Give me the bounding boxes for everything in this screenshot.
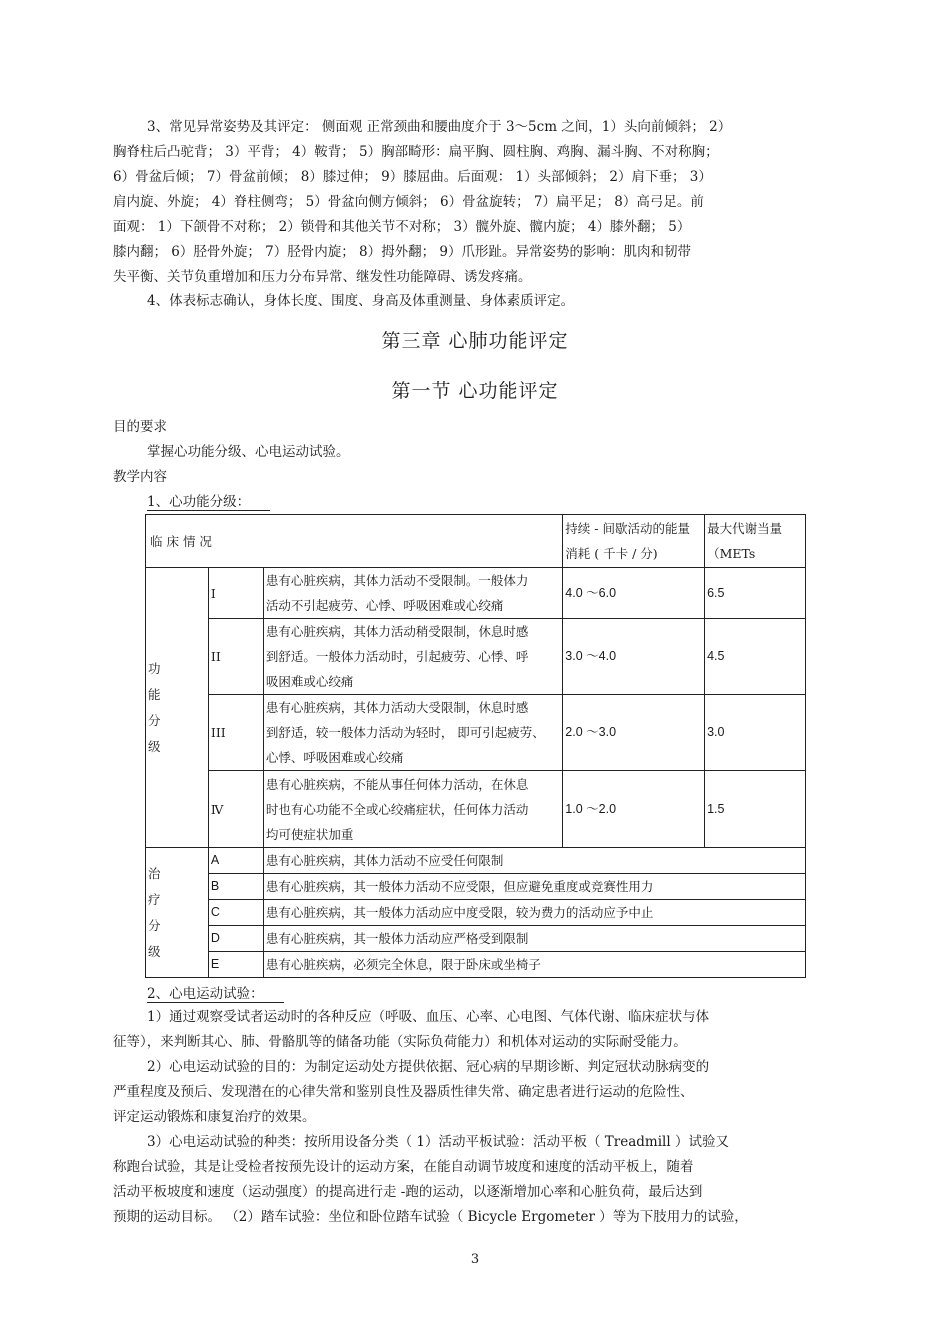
treat-group-label: 治疗分级 xyxy=(148,865,161,959)
classification-heading-text: 1、心功能分级： xyxy=(147,490,270,511)
energy-cell: 3.0 ～4.0 xyxy=(563,619,705,695)
chapter-title: 第三章 心肺功能评定 xyxy=(381,330,569,352)
posture-line-1: 3、常见异常姿势及其评定： 侧面观 正常颈曲和腰曲度介于 3～5cm 之间，1）头向前倾斜； 2） xyxy=(147,119,732,135)
measurement-line: 4、体表标志确认，身体长度、围度、身高及体重测量、身体素质评定。 xyxy=(147,293,575,309)
ecg-p2-line-2: 严重程度及预后、发现潜在的心律失常和鉴别良性及器质性律失常、确定患者进行运动的危险性、 xyxy=(113,1084,694,1100)
desc-line: 时也有心功能不全或心绞痛症状，任何体力活动 xyxy=(265,801,529,817)
desc-cell: 患有心脏疾病，其一般体力活动应中度受限，较为费力的活动应予中止 xyxy=(263,900,805,926)
desc-line: 患有心脏疾病，不能从事任何体力活动，在休息 xyxy=(265,776,529,792)
grade-cell: B xyxy=(208,874,263,900)
grade-cell: E xyxy=(208,952,263,978)
desc-cell: 患有心脏疾病，其体力活动不应受任何限制 xyxy=(263,848,805,874)
desc-line: 均可使症状加重 xyxy=(265,826,354,842)
energy-cell: 4.0 ～6.0 xyxy=(563,568,705,619)
grade-cell: C xyxy=(208,900,263,926)
section-title: 第一节 心功能评定 xyxy=(391,380,559,402)
ecg-paragraph-3 xyxy=(113,1130,840,1230)
ecg-paragraph-2 xyxy=(113,1055,840,1130)
header-clinical: 临 床 情 况 xyxy=(146,515,563,568)
mets-cell: 6.5 xyxy=(705,568,806,619)
ecg-paragraph-1 xyxy=(113,1005,840,1055)
posture-line-5: 面观： 1）下颌骨不对称； 2）锁骨和其他关节不对称； 3）髋外旋、髋内旋； 4）膝外翻； 5） xyxy=(113,219,691,235)
table-row xyxy=(146,848,806,874)
func-group-cell xyxy=(146,568,209,848)
posture-paragraph xyxy=(113,115,840,290)
section-heading-classification xyxy=(147,490,270,511)
desc-cell xyxy=(263,619,562,695)
desc-line: 吸困难或心绞痛 xyxy=(265,674,354,689)
ecg-p1-line-1: 1）通过观察受试者运动时的各种反应（呼吸、血压、心率、心电图、气体代谢、临床症状与体 xyxy=(147,1009,710,1025)
desc-line: 心悸、呼吸困难或心绞痛 xyxy=(265,750,404,765)
header-energy-line1: 持续 - 间歇活动的能量 xyxy=(565,521,690,536)
page-number: 3 xyxy=(470,1252,480,1267)
grade-cell: III xyxy=(208,695,263,771)
grade-cell: I xyxy=(208,568,263,619)
table-header-row xyxy=(146,515,806,568)
ecg-p3-line-3: 活动平板坡度和速度（运动强度）的提高进行走 -跑的运动，以逐渐增加心率和心脏负荷，最后达到 xyxy=(113,1184,703,1200)
desc-cell: 患有心脏疾病，其一般体力活动不应受限，但应避免重度或竞赛性用力 xyxy=(263,874,805,900)
posture-line-7: 失平衡、关节负重增加和压力分布异常、继发性功能障碍、诱发疼痛。 xyxy=(113,269,532,285)
treat-group-cell xyxy=(146,848,209,978)
desc-line: 到舒适。一般体力活动时，引起疲劳、心悸、呼 xyxy=(265,649,529,664)
measurement-paragraph xyxy=(113,289,840,314)
energy-cell: 2.0 ～3.0 xyxy=(563,695,705,771)
table-row xyxy=(146,619,806,695)
ecg-p1-line-2: 征等），来判断其心、肺、骨骼肌等的储备功能（实际负荷能力）和机体对运动的实际耐受能力。 xyxy=(113,1034,687,1050)
mets-cell: 3.0 xyxy=(705,695,806,771)
mets-cell: 4.5 xyxy=(705,619,806,695)
grade-cell: Ⅳ xyxy=(208,771,263,848)
ecg-heading-text: 2、心电运动试验： xyxy=(147,982,284,1003)
header-mets xyxy=(705,515,806,568)
cardiac-function-table xyxy=(145,514,806,978)
table-row xyxy=(146,874,806,900)
ecg-p2-line-1: 2）心电运动试验的目的：为制定运动处方提供依据、冠心病的早期诊断、判定冠状动脉病变的 xyxy=(147,1059,710,1075)
section-heading-ecg xyxy=(147,982,284,1003)
table-row xyxy=(146,952,806,978)
desc-line: 到舒适，较一般体力活动为轻时， 即可引起疲劳、 xyxy=(265,725,545,740)
ecg-p3-line-2: 称跑台试验，其是让受检者按预先设计的运动方案，在能自动调节坡度和速度的活动平板上，随着 xyxy=(113,1159,694,1175)
table-row xyxy=(146,568,806,619)
ecg-p2-line-3: 评定运动锻炼和康复治疗的效果。 xyxy=(113,1109,316,1125)
energy-cell: 1.0 ～2.0 xyxy=(563,771,705,848)
table-row xyxy=(146,926,806,952)
desc-cell xyxy=(263,568,562,619)
ecg-p3-line-4: 预期的运动目标。 （2）踏车试验：坐位和卧位踏车试验（ Bicycle Ergometer ）等为下肢用力的试验， xyxy=(113,1209,748,1225)
table-row xyxy=(146,695,806,771)
posture-line-4: 肩内旋、外旋； 4）脊柱侧弯； 5）骨盆向侧方倾斜； 6）骨盆旋转； 7）扁平足； 8）高弓足。前 xyxy=(113,194,704,210)
header-energy xyxy=(563,515,705,568)
header-energy-line2: 消耗 ( 千卡 / 分) xyxy=(565,546,658,561)
posture-line-6: 膝内翻； 6）胫骨外旋； 7）胫骨内旋； 8）拇外翻； 9）爪形趾。异常姿势的影响：肌肉和韧带 xyxy=(113,244,692,260)
table-row xyxy=(146,771,806,848)
grade-cell: II xyxy=(208,619,263,695)
teaching-label: 教学内容 xyxy=(113,469,167,485)
objectives-label: 目的要求 xyxy=(113,419,167,435)
ecg-p3-line-1: 3）心电运动试验的种类：按所用设备分类（ 1）活动平板试验：活动平板（ Treadmill ）试验又 xyxy=(147,1134,729,1150)
grade-cell: A xyxy=(208,848,263,874)
header-mets-line2: （METs xyxy=(707,546,756,561)
desc-cell: 患有心脏疾病，必须完全休息，限于卧床或坐椅子 xyxy=(263,952,805,978)
desc-line: 患有心脏疾病，其体力活动稍受限制，休息时感 xyxy=(265,624,529,639)
desc-cell: 患有心脏疾病，其一般体力活动应严格受到限制 xyxy=(263,926,805,952)
objectives-text: 掌握心功能分级、心电运动试验。 xyxy=(147,444,350,460)
desc-line: 活动不引起疲劳、心悸、呼吸困难或心绞痛 xyxy=(265,598,504,613)
grade-cell: D xyxy=(208,926,263,952)
desc-cell xyxy=(263,695,562,771)
mets-cell: 1.5 xyxy=(705,771,806,848)
header-mets-line1: 最大代谢当量 xyxy=(707,521,783,536)
posture-line-2: 胸脊柱后凸驼背； 3）平背； 4）鞍背； 5）胸部畸形：扁平胸、圆柱胸、鸡胸、漏斗胸、不对称胸； xyxy=(113,144,719,160)
posture-line-3: 6）骨盆后倾； 7）骨盆前倾； 8）膝过伸； 9）膝屈曲。后面观： 1）头部倾斜； 2）肩下垂； 3） xyxy=(113,169,712,185)
table-row xyxy=(146,900,806,926)
func-group-label: 功能分级 xyxy=(148,660,161,754)
desc-cell xyxy=(263,771,562,848)
desc-line: 患有心脏疾病，其体力活动不受限制。一般体力 xyxy=(265,573,529,588)
desc-line: 患有心脏疾病，其体力活动大受限制，休息时感 xyxy=(265,700,529,715)
